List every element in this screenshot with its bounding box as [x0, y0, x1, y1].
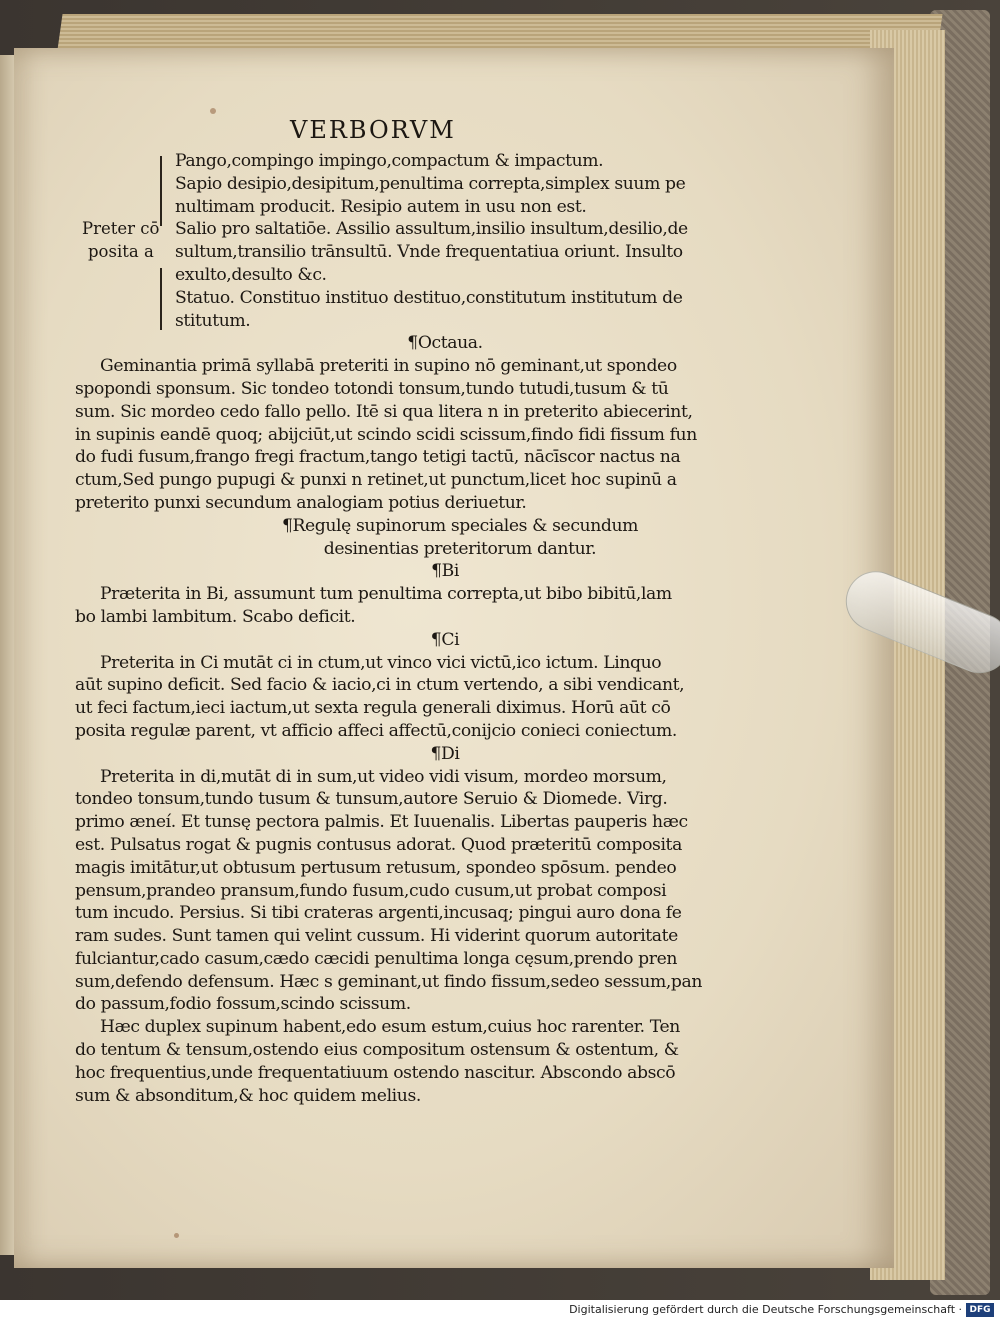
- text-line: Preterita in Ci mutāt ci in ctum,ut vinco vici victū,ico ictum. Linquo: [100, 652, 662, 673]
- paper-spot: [174, 1233, 179, 1238]
- section-heading: ¶Regulę supinorum speciales & secundum: [281, 515, 639, 536]
- running-head: VERBORVM: [290, 116, 456, 144]
- text-line: do tentum & tensum,ostendo eius compositum ostensum & ostentum, &: [75, 1040, 679, 1061]
- dfg-logo-icon: DFG: [966, 1303, 994, 1317]
- funding-credit: Digitalisierung gefördert durch die Deutsche Forschungsgemeinschaft ·: [569, 1303, 962, 1316]
- text-line: sultum,transilio trānsultū. Vnde frequentatiua oriunt. Insulto: [175, 242, 683, 263]
- text-line: Pango,compingo impingo,compactum & impactum.: [175, 151, 604, 171]
- text-line: spopondi sponsum. Sic tondeo totondi tonsum,tundo tutudi,tusum & tū: [75, 378, 669, 399]
- text-line: posita regulæ parent, vt afficio affeci affectū,conijcio conieci coniectum.: [75, 720, 677, 741]
- text-line: ut feci factum,ieci iactum,ut sexta regula generali diximus. Horū aūt cō: [75, 698, 671, 719]
- text-line: est. Pulsatus rogat & pugnis contusus adorat. Quod præteritū composita: [75, 834, 682, 855]
- text-line: primo æneí. Et tunsę pectora palmis. Et Iuuenalis. Libertas pauperis hæc: [75, 812, 688, 833]
- paper-spot: [210, 108, 216, 114]
- text-line: Sapio desipio,desipitum,penultima correpta,simplex suum pe: [175, 173, 686, 194]
- page-top-edges: [57, 14, 942, 50]
- text-line: pensum,prandeo pransum,fundo fusum,cudo cusum,ut probat composi: [75, 880, 667, 901]
- footer-bar: [0, 1300, 1000, 1321]
- text-line: Preterita in di,mutāt di in sum,ut video vidi visum, mordeo morsum,: [100, 766, 667, 787]
- text-line: Præterita in Bi, assumunt tum penultima correpta,ut bibo bibitū,lam: [100, 584, 672, 605]
- text-line: Hæc duplex supinum habent,edo esum estum,cuius hoc rarenter. Ten: [100, 1017, 680, 1038]
- section-heading: ¶Bi: [431, 561, 459, 582]
- text-line: Salio pro saltatiōe. Assilio assultum,insilio insultum,desilio,de: [175, 219, 688, 240]
- text-line: nultimam producit. Resipio autem in usu non est.: [175, 196, 587, 217]
- text-line: in supinis eandē quoq; abijciūt,ut scindo scidi scissum,findo fidi fissum fun: [75, 424, 697, 445]
- section-heading: ¶Octaua.: [407, 333, 483, 354]
- text-line: aūt supino deficit. Sed facio & iacio,ci in ctum vertendo, a sibi vendicant,: [75, 675, 685, 696]
- text-line: do fudi fusum,frango fregi fractum,tango tetigi tactū, nācīscor nactus na: [75, 447, 681, 468]
- margin-note: Preter cō: [82, 219, 160, 238]
- text-line: sum,defendo defensum. Hæc s geminant,ut findo fissum,sedeo sessum,pan: [75, 971, 703, 992]
- section-heading: ¶Di: [430, 743, 460, 764]
- text-line: ram sudes. Sunt tamen qui velint cussum. Hi viderint quorum autoritate: [75, 926, 678, 947]
- text-line: bo lambi lambitum. Scabo deficit.: [75, 606, 356, 627]
- text-line: stitutum.: [175, 310, 251, 331]
- main-text: [75, 150, 725, 1107]
- text-line: ctum,Sed pungo pupugi & punxi n retinet,ut punctum,licet hoc supinū a: [75, 470, 677, 491]
- text-line: hoc frequentius,unde frequentatiuum ostendo nascitur. Abscondo abscō: [75, 1062, 676, 1083]
- text-line: sum. Sic mordeo cedo fallo pello. Itē si qua litera n in preterito abiecerint,: [75, 401, 693, 422]
- section-heading: desinentias preteritorum dantur.: [323, 538, 597, 559]
- text-line: Statuo. Constituo instituo destituo,constitutum institutum de: [175, 287, 683, 308]
- text-line: fulciantur,cado casum,cædo cæcidi penultima longa cęsum,prendo pren: [75, 948, 678, 969]
- text-line: tondeo tonsum,tundo tusum & tunsum,autore Seruio & Diomede. Virg.: [75, 789, 668, 810]
- text-line: preterito punxi secundum analogiam potius deriuetur.: [75, 492, 527, 513]
- section-heading: ¶Ci: [430, 629, 460, 650]
- text-line: sum & absonditum,& hoc quidem melius.: [75, 1085, 421, 1106]
- text-line: exulto,desulto &c.: [175, 264, 327, 285]
- margin-note: posita a: [88, 242, 154, 261]
- text-line: Geminantia primā syllabā preteriti in supino nō geminant,ut spondeo: [100, 356, 677, 377]
- text-line: tum incudo. Persius. Si tibi crateras argenti,incusaq; pingui auro dona fe: [75, 903, 682, 924]
- text-line: magis imitātur,ut obtusum pertusum retusum, spondeo spōsum. pendeo: [75, 857, 677, 878]
- text-line: do passum,fodio fossum,scindo scissum.: [75, 994, 411, 1015]
